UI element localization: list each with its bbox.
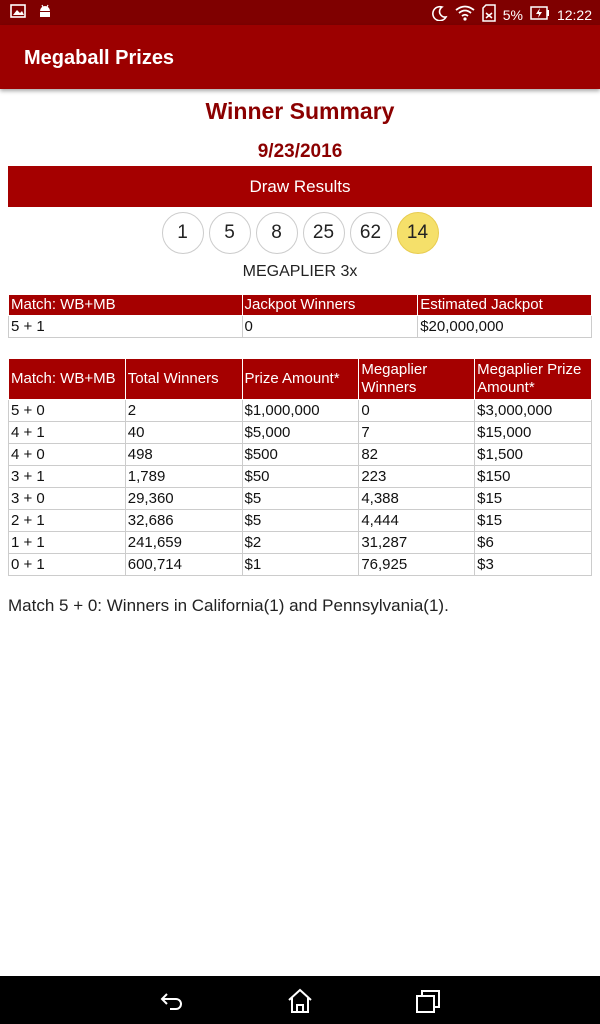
table-row [9, 510, 592, 532]
table-cell: 600,714 [125, 554, 242, 576]
white-ball: 8 [256, 212, 298, 254]
main-content[interactable] [0, 89, 600, 976]
table-cell: 29,360 [125, 488, 242, 510]
table-cell: 7 [359, 422, 475, 444]
winner-location-note: Match 5 + 0: Winners in California(1) and Pennsylvania(1). [8, 596, 449, 615]
table-cell: 40 [125, 422, 242, 444]
table-cell: 4,444 [359, 510, 475, 532]
table-cell: 223 [359, 466, 475, 488]
table-cell: $3,000,000 [475, 400, 592, 422]
navigation-bar [0, 976, 600, 1024]
table-cell: $150 [475, 466, 592, 488]
table-cell: 1 + 1 [9, 532, 126, 554]
status-bar [0, 0, 600, 25]
table-cell: $15 [475, 510, 592, 532]
image-icon [10, 4, 26, 25]
table-cell: 82 [359, 444, 475, 466]
table-cell: $1,000,000 [242, 400, 359, 422]
battery-level: 5% [502, 6, 523, 23]
wifi-icon [455, 5, 475, 24]
table-row [9, 444, 592, 466]
table-cell: 498 [125, 444, 242, 466]
battery-charging-icon [530, 5, 550, 24]
table-cell: 5 + 1 [9, 316, 243, 338]
column-header: Prize Amount* [242, 359, 359, 400]
column-header: Jackpot Winners [242, 295, 418, 316]
table-cell: $5,000 [242, 422, 359, 444]
table-cell: $15,000 [475, 422, 592, 444]
table-cell: $2 [242, 532, 359, 554]
winner-summary-title: Winner Summary [205, 98, 395, 124]
table-cell: $5 [242, 510, 359, 532]
table-header-row [9, 359, 592, 400]
table-cell: $3 [475, 554, 592, 576]
draw-results-header [8, 166, 592, 207]
column-header: Megaplier Prize Amount* [475, 359, 592, 400]
white-ball: 1 [162, 212, 204, 254]
table-cell: 241,659 [125, 532, 242, 554]
draw-date: 9/23/2016 [257, 141, 343, 162]
moon-icon [432, 5, 448, 24]
table-cell: 3 + 0 [9, 488, 126, 510]
drawn-numbers [0, 212, 600, 254]
table-cell: $6 [475, 532, 592, 554]
table-cell: $15 [475, 488, 592, 510]
table-cell: $50 [242, 466, 359, 488]
table-cell: $1,500 [475, 444, 592, 466]
table-cell: 0 [359, 400, 475, 422]
table-cell: 76,925 [359, 554, 475, 576]
table-row [9, 422, 592, 444]
column-header: Total Winners [125, 359, 242, 400]
android-icon [38, 4, 52, 25]
table-row [9, 488, 592, 510]
column-header: Estimated Jackpot [418, 295, 592, 316]
draw-results-label: Draw Results [249, 176, 351, 196]
sd-card-icon [482, 4, 496, 25]
table-cell: 2 + 1 [9, 510, 126, 532]
table-cell: $1 [242, 554, 359, 576]
table-cell: 4 + 0 [9, 444, 126, 466]
table-cell: 31,287 [359, 532, 475, 554]
table-row [9, 316, 592, 338]
table-cell: 2 [125, 400, 242, 422]
app-bar [0, 25, 600, 89]
table-cell: 4 + 1 [9, 422, 126, 444]
table-cell: 3 + 1 [9, 466, 126, 488]
megaplier-value: MEGAPLIER 3x [242, 263, 358, 280]
jackpot-table [8, 294, 592, 338]
table-row [9, 554, 592, 576]
table-cell: 4,388 [359, 488, 475, 510]
table-row [9, 532, 592, 554]
prize-table [8, 358, 592, 576]
app-title: Megaball Prizes [24, 47, 175, 69]
column-header: Megaplier Winners [359, 359, 475, 400]
column-header: Match: WB+MB [9, 295, 243, 316]
mega-ball: 14 [397, 212, 439, 254]
table-cell: 5 + 0 [9, 400, 126, 422]
table-cell: 1,789 [125, 466, 242, 488]
back-icon[interactable] [158, 988, 186, 1014]
table-cell: $20,000,000 [418, 316, 592, 338]
clock: 12:22 [556, 6, 592, 23]
table-cell: 0 + 1 [9, 554, 126, 576]
table-row [9, 466, 592, 488]
table-row [9, 400, 592, 422]
white-ball: 5 [209, 212, 251, 254]
white-ball: 25 [303, 212, 345, 254]
table-cell: 0 [242, 316, 418, 338]
recents-icon[interactable] [414, 988, 442, 1014]
table-cell: $5 [242, 488, 359, 510]
white-ball: 62 [350, 212, 392, 254]
home-icon[interactable] [286, 988, 314, 1014]
column-header: Match: WB+MB [9, 359, 126, 400]
table-header-row [9, 295, 592, 316]
table-cell: 32,686 [125, 510, 242, 532]
table-cell: $500 [242, 444, 359, 466]
